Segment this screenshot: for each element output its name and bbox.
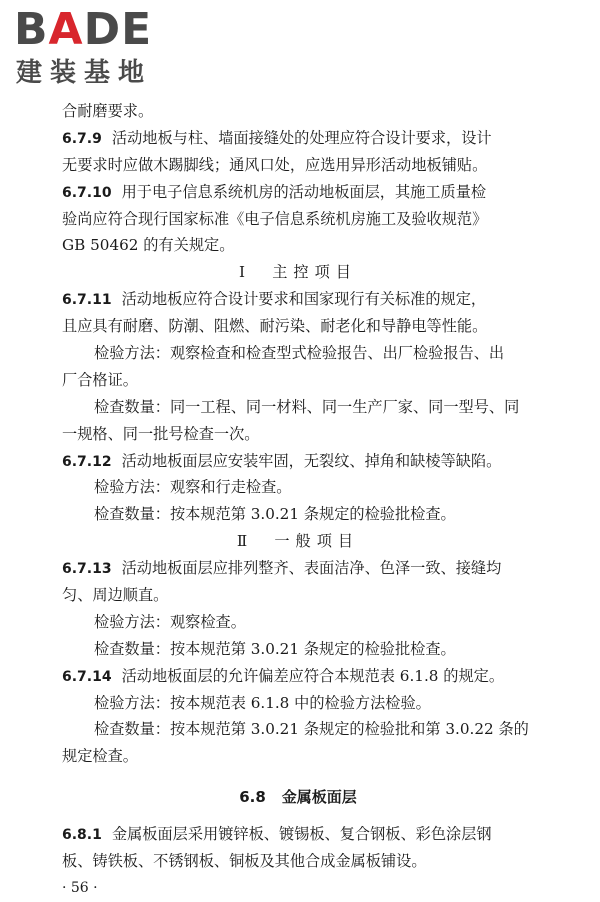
page-number: · 56 · (62, 879, 98, 896)
inspection-quantity: 检查数量：同一工程、同一材料、同一生产厂家、同一型号、同 (94, 397, 520, 416)
text-line: 匀、周边顺直。 (62, 586, 169, 605)
clause-6-7-13 (62, 555, 534, 582)
clause-text: 活动地板与柱、墙面接缝处的处理应符合设计要求，设计 (111, 128, 492, 147)
bade-logo (14, 6, 194, 92)
clause-6-7-10 (62, 179, 534, 206)
logo-letters-de: DE (83, 4, 153, 55)
clause-number: 6.7.10 (62, 184, 112, 201)
page-body (62, 98, 534, 902)
section-heading-6-8 (62, 784, 534, 811)
clause-6-7-11 (62, 286, 534, 313)
clause-text: 活动地板面层的允许偏差应符合本规范表 6.1.8 的规定。 (121, 666, 505, 685)
text-line: 规定检查。 (62, 747, 138, 766)
clause-text: 活动地板面层应排列整齐、表面洁净、色泽一致、接缝均 (121, 559, 502, 578)
text-line: 无要求时应做木踢脚线；通风口处，应选用异形活动地板铺贴。 (62, 155, 488, 174)
subsection-heading-general: Ⅱ 一般项目 (236, 532, 360, 551)
text-line: GB 50462 的有关规定。 (62, 236, 235, 255)
clause-number: 6.7.13 (62, 561, 112, 578)
clause-text: 金属板面层采用镀锌板、镀锡板、复合钢板、彩色涂层钢 (111, 825, 492, 844)
spacer (62, 770, 534, 784)
clause-number: 6.8.1 (62, 827, 102, 844)
clause-number: 6.7.11 (62, 292, 112, 309)
inspection-method: 检验方法：观察和行走检查。 (94, 478, 292, 497)
clause-text: 活动地板应符合设计要求和国家现行有关标准的规定， (121, 290, 487, 309)
text-line: 厂合格证。 (62, 370, 138, 389)
subsection-heading-main-control: Ⅰ 主控项目 (239, 263, 357, 282)
text-line: 合耐磨要求。 (62, 102, 154, 120)
text-line: 且应具有耐磨、防潮、阻燃、耐污染、耐老化和导静电等性能。 (62, 317, 488, 336)
clause-text: 用于电子信息系统机房的活动地板面层，其施工质量检 (121, 182, 487, 201)
logo-subtitle: 建装基地 (16, 58, 153, 88)
clause-text: 活动地板面层应安装牢固，无裂纹、掉角和缺棱等缺陷。 (121, 451, 502, 470)
clause-6-7-14 (62, 663, 534, 690)
inspection-quantity: 检查数量：按本规范第 3.0.21 条规定的检验批和第 3.0.22 条的 (94, 720, 529, 739)
logo-wordmark (14, 6, 152, 54)
section-number: 6.8 (239, 788, 266, 807)
clause-6-7-9 (62, 125, 534, 152)
section-title: 金属板面层 (281, 788, 357, 807)
inspection-method: 检验方法：观察检查和检查型式检验报告、出厂检验报告、出 (94, 344, 505, 363)
logo-letter-b: B (14, 4, 49, 55)
clause-number: 6.7.9 (62, 130, 102, 147)
inspection-quantity: 检查数量：按本规范第 3.0.21 条规定的检验批检查。 (94, 639, 456, 658)
clause-6-7-12 (62, 448, 534, 475)
clause-number: 6.7.12 (62, 453, 112, 470)
text-line: 板、铸铁板、不锈钢板、铜板及其他合成金属板铺设。 (62, 852, 427, 871)
text-line: 一规格、同一批号检查一次。 (62, 424, 260, 443)
logo-letter-a: A (48, 4, 84, 55)
inspection-method: 检验方法：按本规范表 6.1.8 中的检验方法检验。 (94, 693, 431, 712)
clause-6-8-1 (62, 821, 534, 848)
clause-number: 6.7.14 (62, 668, 112, 685)
inspection-method: 检验方法：观察检查。 (94, 612, 246, 631)
spacer (62, 811, 534, 821)
inspection-quantity: 检查数量：按本规范第 3.0.21 条规定的检验批检查。 (94, 505, 456, 524)
text-line: 验尚应符合现行国家标准《电子信息系统机房施工及验收规范》 (62, 209, 488, 228)
